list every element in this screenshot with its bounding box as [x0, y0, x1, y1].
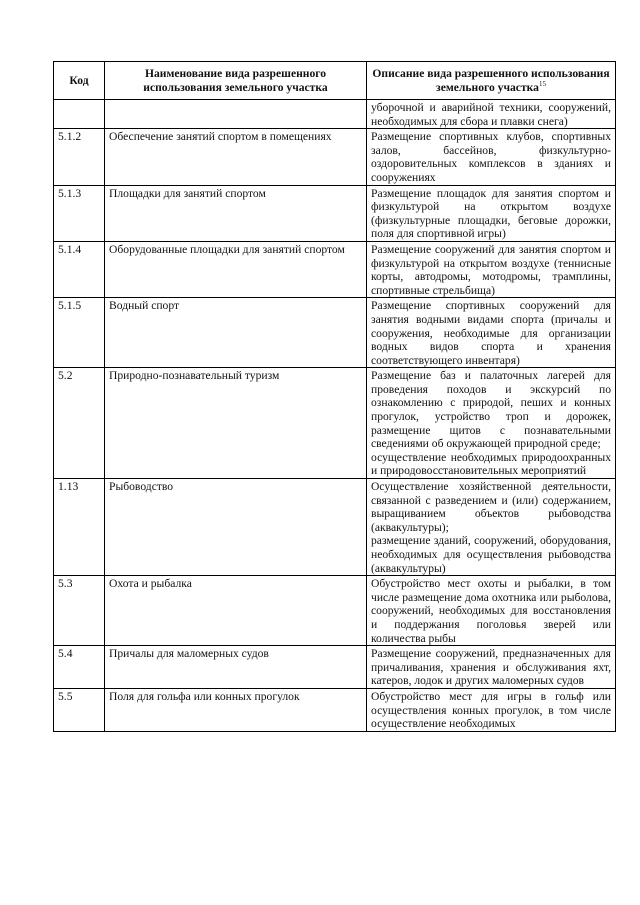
row-description: [367, 129, 616, 185]
row-use-name: Поля для гольфа или конных прогулок: [105, 688, 367, 731]
table-body: [54, 100, 616, 732]
table-row: [54, 646, 616, 689]
description-paragraph: Размещение спортивных сооружений для занятия водными видами спорта (причалы и сооружения, необходимые для организации водных видов спорта и хранения соответствующего инвентаря): [371, 299, 611, 367]
header-description-text: Описание вида разрешенного использования земельного участка: [372, 66, 610, 94]
row-use-name: Водный спорт: [105, 298, 367, 368]
description-paragraph: осуществление необходимых природоохранных и природовосстановительных мероприятий: [371, 450, 611, 478]
row-code: 5.1.5: [54, 298, 105, 368]
description-paragraph: Осуществление хозяйственной деятельности, связанной с разведением и (или) содержанием, выращиванием объектов рыбоводства (аквакультуры);: [371, 480, 611, 534]
row-use-name: Охота и рыбалка: [105, 576, 367, 646]
row-description: [367, 576, 616, 646]
row-code: 5.1.4: [54, 241, 105, 297]
row-code: 5.4: [54, 646, 105, 689]
description-paragraph: Размещение площадок для занятия спортом и физкультурой на открытом воздухе (физкультурные площадки, беговые дорожки, поля для спортивной игры): [371, 186, 611, 241]
description-paragraph: Обустройство мест охоты и рыбалки, в том числе размещение дома охотника или рыболова, сооружений, необходимых для восстановления и поддержания поголовья зверей или количества рыбы: [371, 577, 611, 645]
row-use-name: Оборудованные площадки для занятий спортом: [105, 241, 367, 297]
description-paragraph: Размещение спортивных клубов, спортивных залов, бассейнов, физкультурно-оздоровительных комплексов в зданиях и сооружениях: [371, 130, 611, 184]
table-row: [54, 688, 616, 731]
description-paragraph: Размещение сооружений, предназначенных для причаливания, хранения и обслуживания яхт, катеров, лодок и других маломерных судов: [371, 647, 611, 688]
description-paragraph: Обустройство мест для игры в гольф или осуществления конных прогулок, в том числе осуществление необходимых: [371, 689, 611, 731]
row-use-name: Площадки для занятий спортом: [105, 185, 367, 241]
row-use-name: Обеспечение занятий спортом в помещениях: [105, 129, 367, 185]
row-description: [367, 185, 616, 241]
table-row: [54, 298, 616, 368]
row-use-name: [105, 100, 367, 129]
row-description: [367, 368, 616, 479]
table-row: [54, 368, 616, 479]
row-code: 5.1.3: [54, 185, 105, 241]
description-paragraph: Размещение баз и палаточных лагерей для проведения походов и экскурсий по ознакомлению с природой, пеших и конных прогулок, устройство троп и дорожек, размещение щитов с познавательными сведениями об окружающей природной среде;: [371, 369, 611, 451]
row-description: [367, 100, 616, 129]
header-code: Код: [54, 62, 105, 100]
description-paragraph: Размещение сооружений для занятия спортом и физкультурой на открытом воздухе (теннисные корты, автодромы, мотодромы, трамплины, спортивные стрельбища): [371, 242, 611, 297]
description-paragraph: размещение зданий, сооружений, оборудования, необходимых для осуществления рыбоводства (аквакультуры): [371, 534, 611, 575]
row-code: 5.1.2: [54, 129, 105, 185]
row-code: 5.5: [54, 688, 105, 731]
row-code: 5.2: [54, 368, 105, 479]
row-use-name: Природно-познавательный туризм: [105, 368, 367, 479]
table-row: [54, 479, 616, 576]
table-row: [54, 185, 616, 241]
row-description: [367, 688, 616, 731]
row-description: [367, 241, 616, 297]
header-name: Наименование вида разрешенного использования земельного участка: [105, 62, 367, 100]
row-description: [367, 298, 616, 368]
table-row: [54, 100, 616, 129]
row-code: 5.3: [54, 576, 105, 646]
footnote-marker: 15: [538, 79, 546, 88]
table-row: [54, 129, 616, 185]
row-code: [54, 100, 105, 129]
row-code: 1.13: [54, 479, 105, 576]
table-header-row: [54, 62, 616, 100]
row-description: [367, 646, 616, 689]
row-use-name: Причалы для маломерных судов: [105, 646, 367, 689]
header-description: [367, 62, 616, 100]
land-use-table: [53, 61, 616, 732]
row-description: [367, 479, 616, 576]
row-use-name: Рыбоводство: [105, 479, 367, 576]
table-row: [54, 576, 616, 646]
description-paragraph: уборочной и аварийной техники, сооружений, необходимых для сбора и плавки снега): [371, 101, 611, 128]
table-row: [54, 241, 616, 297]
